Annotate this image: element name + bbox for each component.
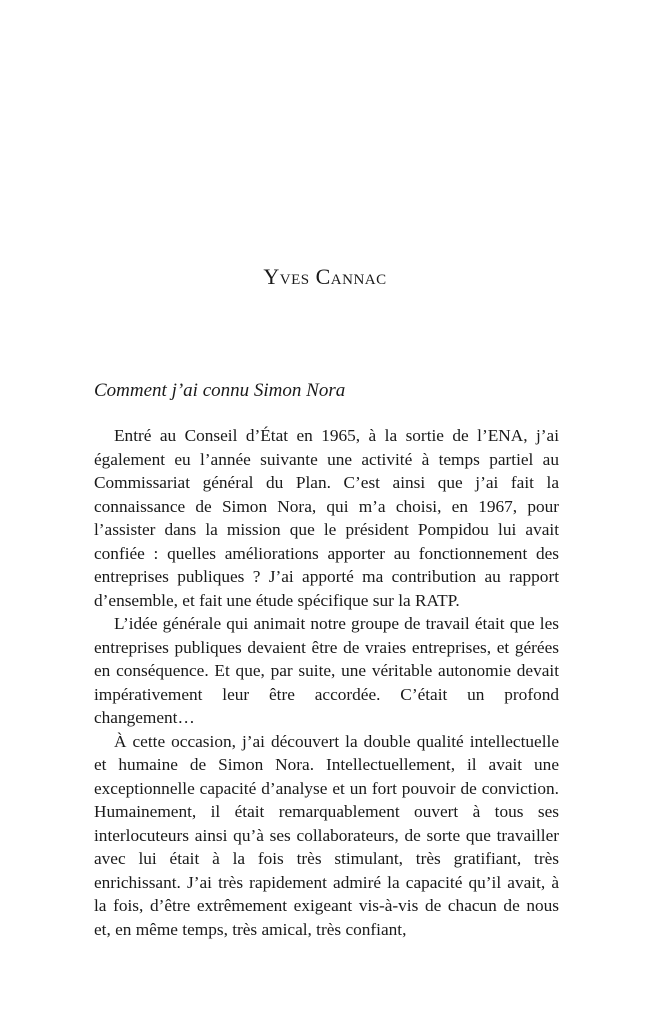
body-text [94, 424, 559, 941]
author-name: Yves Cannac [263, 264, 387, 289]
paragraph: L’idée générale qui animait notre groupe de travail était que les entreprises publiques devaient être de vraies entreprises, et gérées en conséquence. Et que, par suite, une véritable autonomie devait impérativement leur être accordée. C’était un profond changement… [94, 614, 559, 727]
chapter-title: Comment j’ai connu Simon Nora [94, 380, 346, 401]
paragraph: Entré au Conseil d’État en 1965, à la sortie de l’ENA, j’ai également eu l’année suivante une activité à temps partiel au Commissariat général du Plan. C’est ainsi que j’ai fait la connaissance de Simon Nora, qui m’a choisi, en 1967, pour l’assister dans la mission que le président Pompidou lui avait confiée : quelles améliorations apporter au fonctionnement des entreprises publiques ? J’ai apporté ma contribution au rapport d’ensemble, et fait une étude spécifique sur la RATP. [94, 426, 559, 610]
paragraph: À cette occasion, j’ai découvert la double qualité intellectuelle et humaine de Simon Nora. Intellectuellement, il avait une exceptionnelle capacité d’analyse et un fort pouvoir de conviction. Humainement, il était remarquablement ouvert à tous ses interlocuteurs ainsi qu’à ses collaborateurs, de sorte que travailler avec lui était à la fois très stimulant, très gratifiant, très enrichissant. J’ai très rapidement admiré la capacité qu’il avait, à la fois, d’être extrêmement exigeant vis-à-vis de chacun de nous et, en même temps, très amical, très confiant, [94, 731, 559, 939]
